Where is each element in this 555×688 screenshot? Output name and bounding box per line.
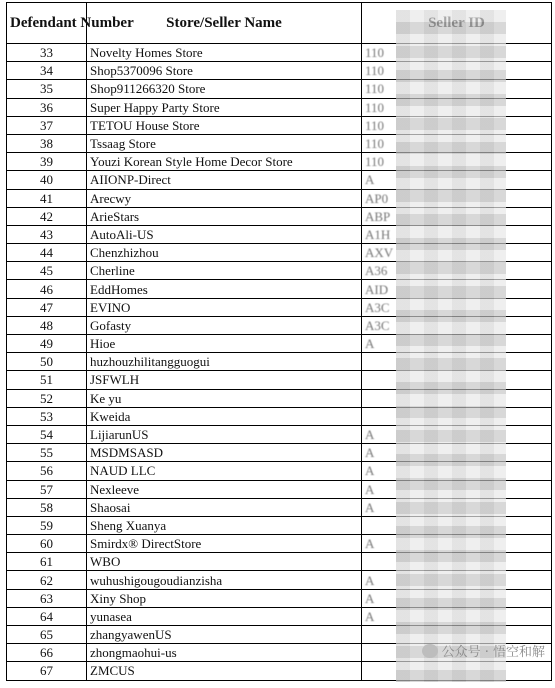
store-name: Nexleeve	[87, 480, 362, 498]
seller-id: AP0	[362, 189, 552, 207]
store-name: yunasea	[87, 607, 362, 625]
seller-id: ABP	[362, 207, 552, 225]
defendant-number: 55	[7, 444, 87, 462]
store-name: ArieStars	[87, 207, 362, 225]
seller-id: 110	[362, 134, 552, 152]
defendant-number: 53	[7, 407, 87, 425]
store-name: AutoAli-US	[87, 225, 362, 243]
store-name: ZMCUS	[87, 662, 362, 680]
store-name: Arecwy	[87, 189, 362, 207]
watermark-text: 公众号 · 悟空和解	[441, 645, 545, 660]
store-name: Super Happy Party Store	[87, 98, 362, 116]
defendant-number: 61	[7, 553, 87, 571]
store-name: Cherline	[87, 262, 362, 280]
seller-id: A	[362, 480, 552, 498]
seller-id: A	[362, 171, 552, 189]
store-name: wuhushigougoudianzisha	[87, 571, 362, 589]
seller-id: 110	[362, 80, 552, 98]
seller-id: A	[362, 425, 552, 443]
seller-id: A	[362, 444, 552, 462]
store-name: Shop5370096 Store	[87, 62, 362, 80]
document-page	[6, 2, 551, 686]
store-name: EVINO	[87, 298, 362, 316]
defendant-number: 40	[7, 171, 87, 189]
store-name: Novelty Homes Store	[87, 44, 362, 62]
store-name: MSDMSASD	[87, 444, 362, 462]
store-name: huzhouzhilitangguogui	[87, 353, 362, 371]
defendant-number: 36	[7, 98, 87, 116]
store-name: Xiny Shop	[87, 589, 362, 607]
store-name: Kweida	[87, 407, 362, 425]
defendant-number: 49	[7, 335, 87, 353]
defendant-number: 39	[7, 153, 87, 171]
store-name: Sheng Xuanya	[87, 516, 362, 534]
store-name: NAUD LLC	[87, 462, 362, 480]
defendant-number: 44	[7, 244, 87, 262]
seller-id: A	[362, 535, 552, 553]
defendant-number: 59	[7, 516, 87, 534]
store-name: Hioe	[87, 335, 362, 353]
defendant-number: 45	[7, 262, 87, 280]
wechat-icon	[422, 644, 438, 658]
seller-id: A1H	[362, 225, 552, 243]
defendant-number: 38	[7, 134, 87, 152]
defendant-number: 43	[7, 225, 87, 243]
redaction-mosaic	[396, 10, 506, 682]
store-name: AIIONP-Direct	[87, 171, 362, 189]
watermark	[422, 641, 545, 660]
seller-id: 110	[362, 98, 552, 116]
defendant-number: 48	[7, 316, 87, 334]
defendant-number: 52	[7, 389, 87, 407]
defendant-number: 60	[7, 535, 87, 553]
defendant-number: 57	[7, 480, 87, 498]
store-name: JSFWLH	[87, 371, 362, 389]
defendant-number: 62	[7, 571, 87, 589]
seller-id: A3C	[362, 316, 552, 334]
store-name: WBO	[87, 553, 362, 571]
header-number: Defendant Number	[7, 3, 87, 44]
seller-id: 110	[362, 44, 552, 62]
store-name: Shaosai	[87, 498, 362, 516]
defendant-number: 35	[7, 80, 87, 98]
seller-id: A	[362, 571, 552, 589]
defendant-number: 67	[7, 662, 87, 680]
defendant-number: 34	[7, 62, 87, 80]
store-name: zhongmaohui-us	[87, 644, 362, 662]
defendant-number: 37	[7, 116, 87, 134]
store-name: Smirdx® DirectStore	[87, 535, 362, 553]
seller-id: 110	[362, 116, 552, 134]
store-name: Gofasty	[87, 316, 362, 334]
store-name: Ke yu	[87, 389, 362, 407]
seller-id: A	[362, 498, 552, 516]
defendant-number: 46	[7, 280, 87, 298]
seller-id: A	[362, 335, 552, 353]
seller-id: A	[362, 462, 552, 480]
defendant-number: 64	[7, 607, 87, 625]
store-name: Tssaag Store	[87, 134, 362, 152]
defendant-number: 42	[7, 207, 87, 225]
seller-id: A	[362, 589, 552, 607]
seller-id: AXV	[362, 244, 552, 262]
seller-id: A3C	[362, 298, 552, 316]
defendant-number: 63	[7, 589, 87, 607]
store-name: LijiarunUS	[87, 425, 362, 443]
seller-id: 110	[362, 62, 552, 80]
header-name: Store/Seller Name	[87, 3, 362, 44]
store-name: TETOU House Store	[87, 116, 362, 134]
defendant-number: 54	[7, 425, 87, 443]
defendant-number: 41	[7, 189, 87, 207]
defendant-number: 58	[7, 498, 87, 516]
defendant-number: 66	[7, 644, 87, 662]
store-name: Shop911266320 Store	[87, 80, 362, 98]
defendant-number: 50	[7, 353, 87, 371]
defendant-number: 33	[7, 44, 87, 62]
defendant-number: 56	[7, 462, 87, 480]
seller-id: A36	[362, 262, 552, 280]
store-name: Youzi Korean Style Home Decor Store	[87, 153, 362, 171]
seller-id: AID	[362, 280, 552, 298]
defendant-number: 51	[7, 371, 87, 389]
store-name: zhangyawenUS	[87, 626, 362, 644]
store-name: Chenzhizhou	[87, 244, 362, 262]
seller-id: 110	[362, 153, 552, 171]
seller-id: A	[362, 607, 552, 625]
store-name: EddHomes	[87, 280, 362, 298]
defendant-number: 47	[7, 298, 87, 316]
defendant-number: 65	[7, 626, 87, 644]
